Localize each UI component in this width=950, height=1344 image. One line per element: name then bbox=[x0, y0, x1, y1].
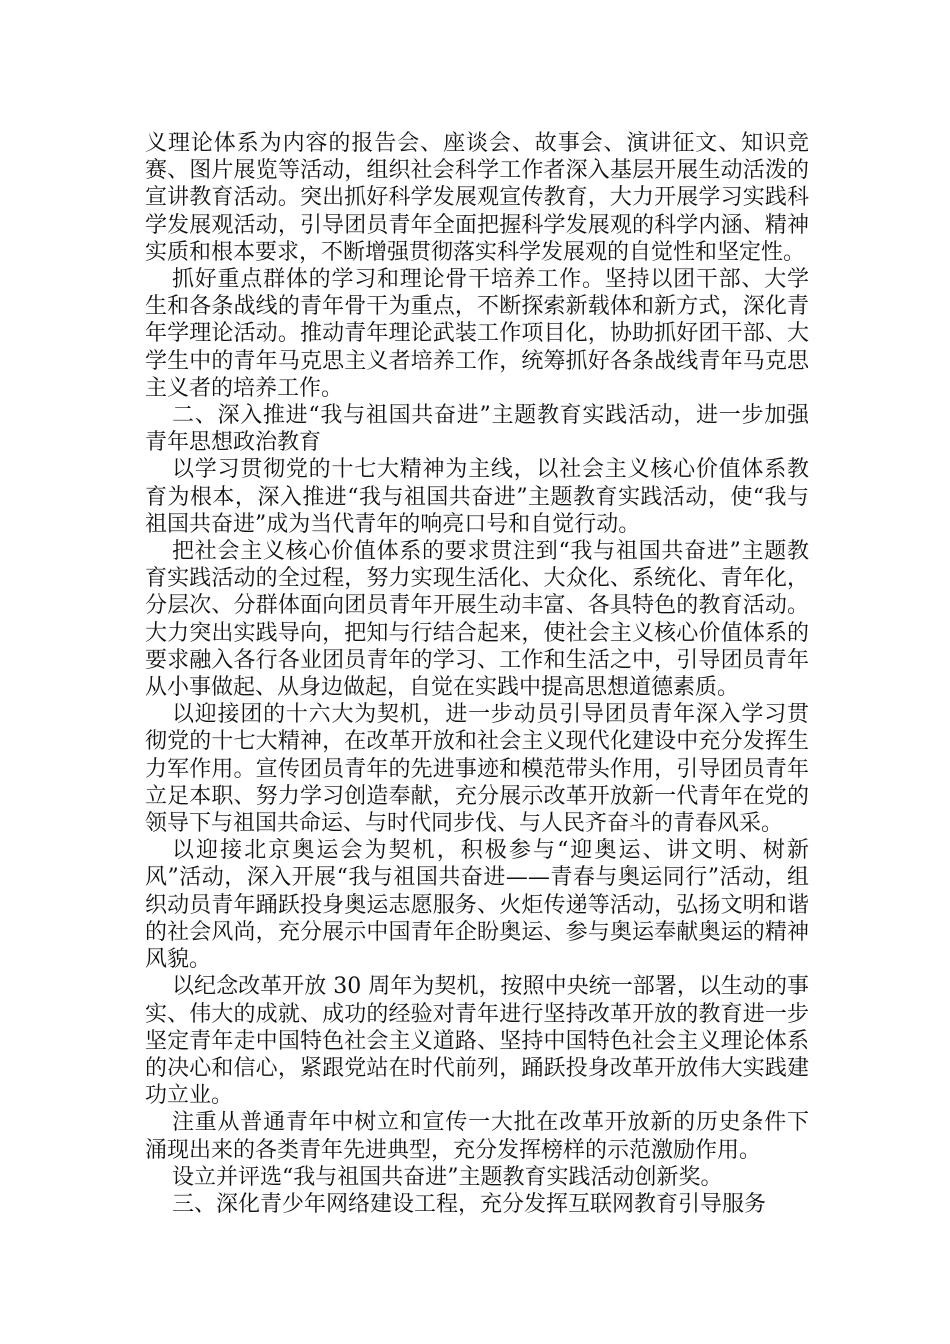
paragraph-5: 把社会主义核心价值体系的要求贯注到“我与祖国共奋进”主题教育实践活动的全过程，努力实现生活化、大众化、系统化、青年化，分层次、分群体面向团员青年开展生动丰富、各具特色的教育活动。大力突出实践导向，把知与行结合起来，使社会主义核心价值体系的要求融入各行各业团员青年的学习、工作和生活之中，引导团员青年从小事做起、从身边做起，自觉在实践中提高思想道德素质。 bbox=[145, 539, 809, 701]
paragraph-6: 以迎接团的十六大为契机，进一步动员引导团员青年深入学习贯彻党的十七大精神，在改革开放和社会主义现代化建设中充分发挥生力军作用。宣传团员青年的先进事迹和模范带头作用，引导团员青年立足本职、努力学习创造奉献，充分展示改革开放新一代青年在党的领导下与祖国共命运、与时代同步伐、与人民齐奋斗的青春风采。 bbox=[145, 702, 809, 837]
paragraph-10: 设立并评选“我与祖国共奋进”主题教育实践活动创新奖。 bbox=[172, 1164, 723, 1190]
paragraph-8: 以纪念改革开放 30 周年为契机，按照中央统一部署，以生动的事实、伟大的成就、成功的经验对青年进行坚持改革开放的教育进一步坚定青年走中国特色社会主义道路、坚持中国特色社会主义理论体系的决心和信心，紧跟党站在时代前列，踊跃投身改革开放伟大实践建功立业。 bbox=[145, 974, 809, 1109]
paragraph-1: 义理论体系为内容的报告会、座谈会、故事会、演讲征文、知识竞赛、图片展览等活动，组织社会科学工作者深入基层开展生动活泼的宣讲教育活动。突出抓好科学发展观宣传教育，大力开展学习实践科学发展观活动，引导团员青年全面把握科学发展观的科学内涵、精神实质和根本要求，不断增强贯彻落实科学发展观的自觉性和坚定性。 bbox=[145, 131, 809, 265]
section-heading-3: 三、深化青少年网络建设工程，充分发挥互联网教育引导服务 bbox=[172, 1191, 767, 1217]
section-heading-2: 二、深入推进“我与祖国共奋进”主题教育实践活动，进一步加强青年思想政治教育 bbox=[145, 403, 809, 456]
paragraph-7: 以迎接北京奥运会为契机，积极参与“迎奥运、讲文明、树新风”活动，深入开展“我与祖国共奋进——青春与奥运同行”活动，组织动员青年踊跃投身奥运志愿服务、火炬传递等活动，弘扬文明和谐的社会风尚，充分展示中国青年企盼奥运、参与奥运奉献奥运的精神风貌。 bbox=[145, 838, 809, 973]
paragraph-4: 以学习贯彻党的十七大精神为主线，以社会主义核心价值体系教育为根本，深入推进“我与祖国共奋进”主题教育实践活动，使“我与祖国共奋进”成为当代青年的响亮口号和自觉行动。 bbox=[145, 457, 809, 537]
document-body bbox=[145, 130, 809, 1218]
paragraph-9: 注重从普通青年中树立和宣传一大批在改革开放新的历史条件下涌现出来的各类青年先进典型，充分发挥榜样的示范激励作用。 bbox=[145, 1110, 809, 1163]
paragraph-2: 抓好重点群体的学习和理论骨干培养工作。坚持以团干部、大学生和各条战线的青年骨干为重点，不断探索新载体和新方式，深化青年学理论活动。推动青年理论武装工作项目化，协助抓好团干部、大学生中的青年马克思主义者培养工作，统筹抓好各条战线青年马克思主义者的培养工作。 bbox=[145, 267, 809, 401]
